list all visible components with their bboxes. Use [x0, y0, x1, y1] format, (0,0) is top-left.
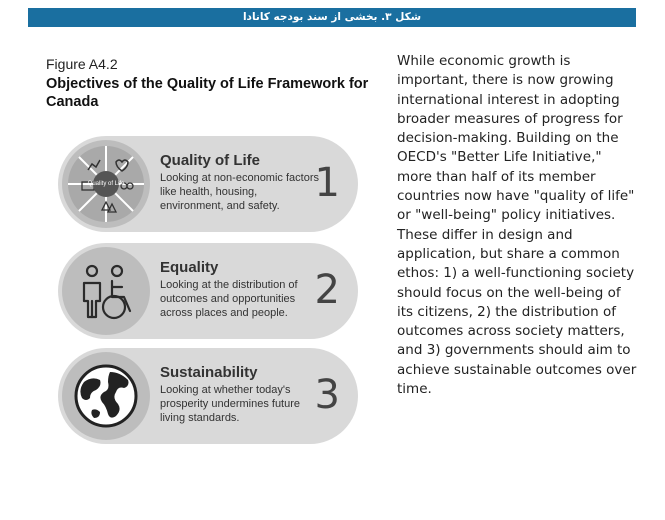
- objective-sustainability: [58, 348, 358, 444]
- item-description: Looking at non-economic factors like health, housing, environment, and safety.: [160, 172, 319, 212]
- globe-icon: [62, 352, 150, 440]
- figure-label: Figure A4.2: [46, 56, 118, 72]
- item-title: Equality: [160, 259, 219, 276]
- item-title: Quality of Life: [160, 152, 261, 169]
- people-wheelchair-icon: [62, 247, 150, 335]
- item-number: 1: [314, 160, 340, 206]
- figure-title: Objectives of the Quality of Life Framework for Canada: [46, 76, 369, 110]
- body-paragraph: While economic growth is important, there is now growing international interest in adopting broader measures of progress for decision-making. Building on the OECD's "Better Life Initiative," more than half of its member countries now have "quality of life" or "well-being" policy initiatives. These differ in design and application, but share a common ethos: 1) a well-functioning society should focus on the well-being of its citizens, 2) the distribution of outcomes across society matters, and 3) governments should aim to achieve sustainable outcomes over time.: [397, 53, 637, 398]
- item-title: Sustainability: [160, 364, 258, 381]
- objective-quality-of-life: [58, 136, 358, 232]
- item-number: 3: [314, 372, 340, 418]
- quality-of-life-wheel-icon: [62, 140, 150, 228]
- item-description: Looking at whether today's prosperity undermines future living standards.: [160, 384, 301, 424]
- item-description: Looking at the distribution of outcomes and opportunities across places and people.: [160, 279, 298, 319]
- icon-center-text: Quality of Life: [87, 181, 125, 187]
- objective-equality: [58, 243, 358, 339]
- figure-caption-bar: شکل ۳. بخشی از سند بودجه کانادا: [28, 8, 636, 27]
- item-number: 2: [314, 267, 340, 313]
